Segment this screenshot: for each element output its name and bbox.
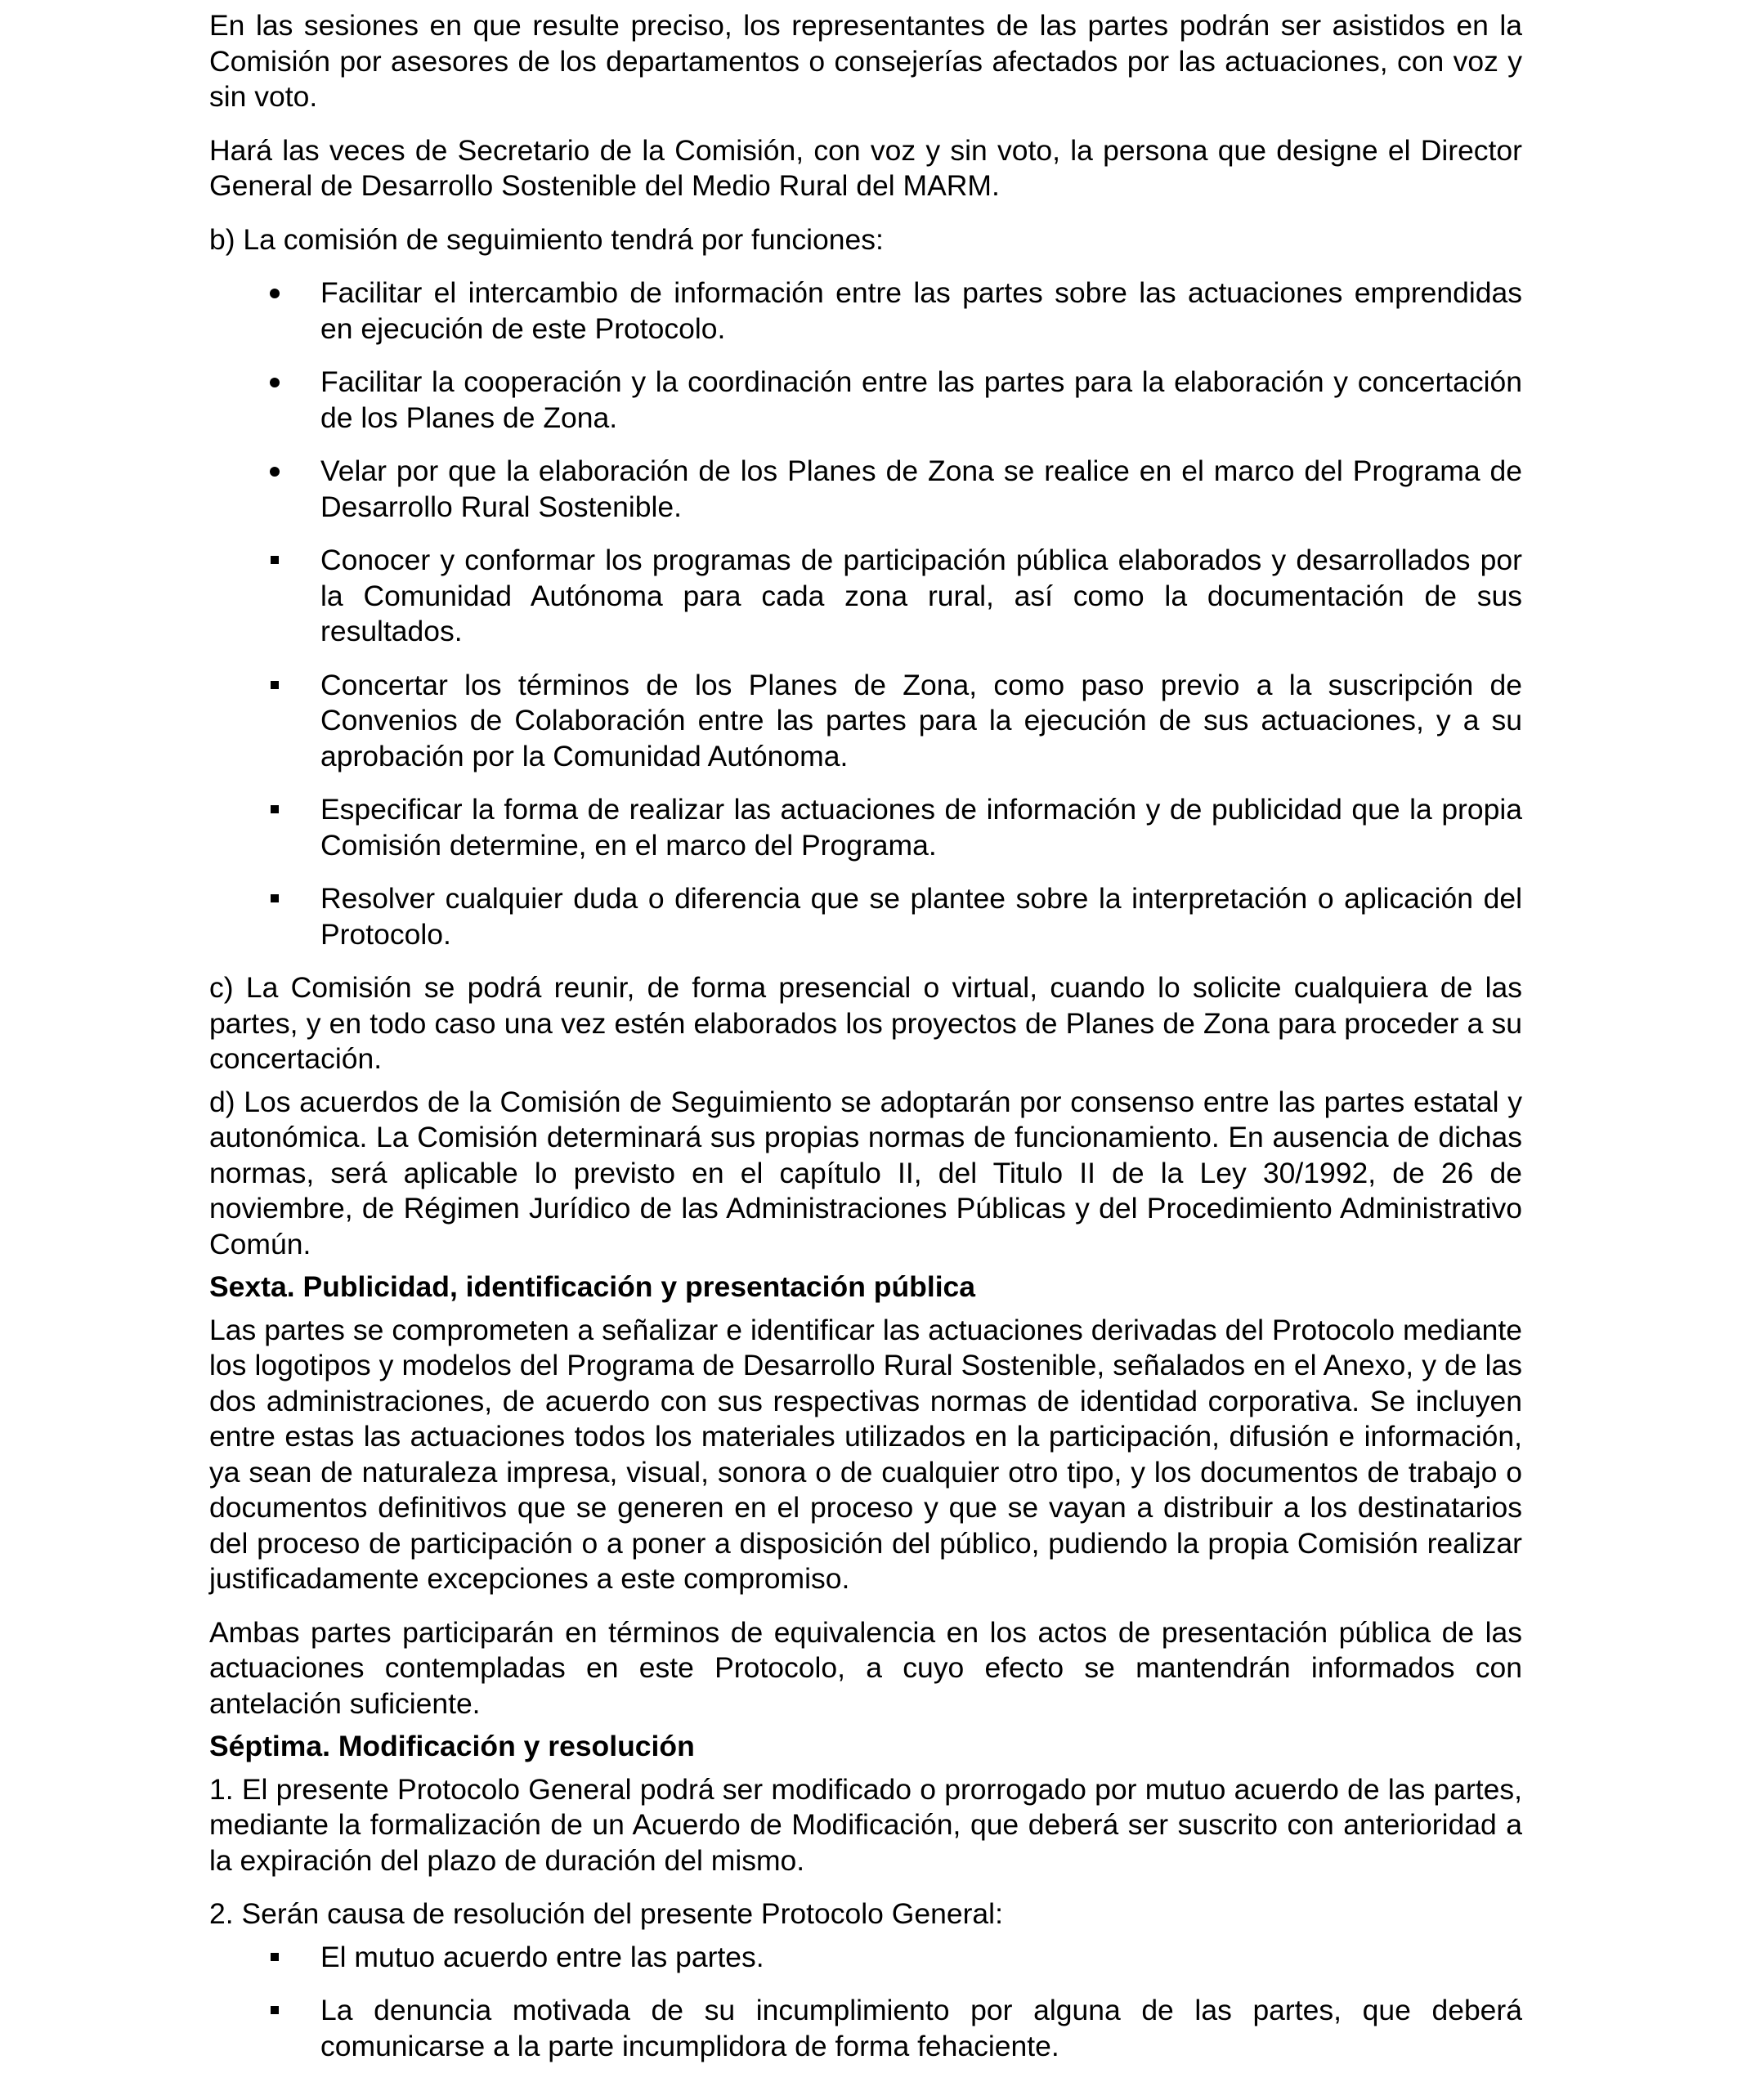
list-item xyxy=(209,543,1522,650)
list-item xyxy=(209,365,1522,436)
list-item-text: Velar por que la elaboración de los Planes de Zona se realice en el marco del Programa de Desarrollo Rural Sostenible. xyxy=(320,454,1522,523)
list-item-text: Concertar los términos de los Planes de Zona, como paso previo a la suscripción de Convenios de Colaboración entre las partes para la ejecución de sus actuaciones, y a su aprobación por la Comunidad Autónoma. xyxy=(320,668,1522,772)
list-item-text: El mutuo acuerdo entre las partes. xyxy=(320,1940,764,1973)
list-item xyxy=(209,1940,1522,1976)
paragraph-advisors: En las sesiones en que resulte preciso, los representantes de las partes podrán ser asistidos en la Comisión por asesores de los departamentos o consejerías afectados por las actuaciones, con voz y sin voto. xyxy=(209,9,1522,113)
list-item xyxy=(209,1993,1522,2064)
list-item-text: Especificar la forma de realizar las actuaciones de información y de publicidad que la propia Comisión determine, en el marco del Programa. xyxy=(320,793,1522,862)
paragraph-meetings: c) La Comisión se podrá reunir, de forma presencial o virtual, cuando lo solicite cualquiera de las partes, y en todo caso una vez estén elaborados los proyectos de Planes de Zona para proceder a su concertación. xyxy=(209,971,1522,1075)
list-item-text: Facilitar la cooperación y la coordinación entre las partes para la elaboración y concertación de los Planes de Zona. xyxy=(320,365,1522,434)
paragraph-publicity: Las partes se comprometen a señalizar e identificar las actuaciones derivadas del Protocolo mediante los logotipos y modelos del Programa de Desarrollo Rural Sostenible, señalados en el Anexo, y de las dos administraciones, de acuerdo con sus respectivas normas de identidad corporativa. Se incluyen entre estas las actuaciones todos los materiales utilizados en la participación, difusión e información, ya sean de naturaleza impresa, visual, sonora o de cualquier otro tipo, y los documentos de trabajo o documentos definitivos que se generen en el proceso y que se vayan a distribuir a los destinatarios del proceso de participación o a poner a disposición del público, pudiendo la propia Comisión realizar justificadamente excepciones a este compromiso. xyxy=(209,1313,1522,1595)
section-heading-septima: Séptima. Modificación y resolución xyxy=(209,1730,695,1762)
list-item-text: Facilitar el intercambio de información entre las partes sobre las actuaciones emprendidas en ejecución de este Protocolo. xyxy=(320,276,1522,345)
functions-list xyxy=(209,275,1522,952)
paragraph-resolution-causes: 2. Serán causa de resolución del presente Protocolo General: xyxy=(209,1897,1003,1930)
causes-list xyxy=(209,1940,1522,2065)
document-page xyxy=(209,8,1522,2082)
list-item xyxy=(209,668,1522,775)
paragraph-agreements: d) Los acuerdos de la Comisión de Seguimiento se adoptarán por consenso entre las partes estatal y autonómica. La Comisión determinará sus propias normas de funcionamiento. En ausencia de dichas normas, será aplicable lo previsto en el capítulo II, del Titulo II de la Ley 30/1992, de 26 de noviembre, de Régimen Jurídico de las Administraciones Públicas y del Procedimiento Administrativo Común. xyxy=(209,1085,1522,1260)
list-item xyxy=(209,881,1522,952)
list-item-text: Conocer y conformar los programas de participación pública elaborados y desarrollados por la Comunidad Autónoma para cada zona rural, así como la documentación de sus resultados. xyxy=(320,544,1522,647)
section-heading-sexta: Sexta. Publicidad, identificación y presentación pública xyxy=(209,1270,976,1303)
list-item xyxy=(209,792,1522,863)
paragraph-presentation: Ambas partes participarán en términos de equivalencia en los actos de presentación pública de las actuaciones contempladas en este Protocolo, a cuyo efecto se mantendrán informados con antelación suficiente. xyxy=(209,1615,1522,1720)
list-item-text: La denuncia motivada de su incumplimiento por alguna de las partes, que deberá comunicarse a la parte incumplidora de forma fehaciente. xyxy=(320,1994,1522,2062)
list-item xyxy=(209,275,1522,347)
paragraph-functions-intro: b) La comisión de seguimiento tendrá por funciones: xyxy=(209,222,884,256)
list-item xyxy=(209,454,1522,525)
paragraph-modification: 1. El presente Protocolo General podrá ser modificado o prorrogado por mutuo acuerdo de las partes, mediante la formalización de un Acuerdo de Modificación, que deberá ser suscrito con anterioridad a la expiración del plazo de duración del mismo. xyxy=(209,1772,1522,1877)
list-item-text: Resolver cualquier duda o diferencia que se plantee sobre la interpretación o aplicación del Protocolo. xyxy=(320,882,1522,951)
paragraph-secretary: Hará las veces de Secretario de la Comisión, con voz y sin voto, la persona que designe el Director General de Desarrollo Sostenible del Medio Rural del MARM. xyxy=(209,133,1522,202)
